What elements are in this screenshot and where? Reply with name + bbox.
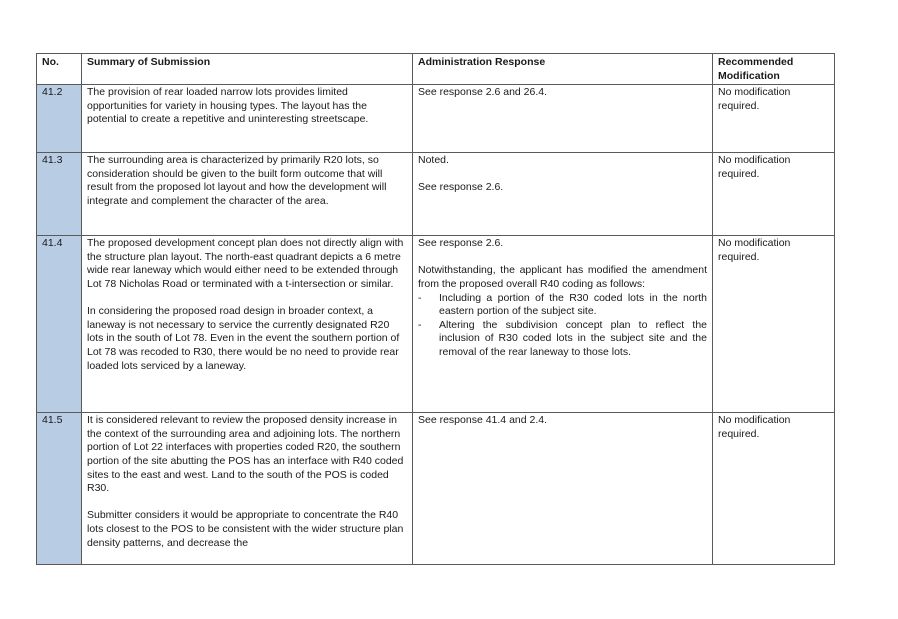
submissions-table <box>36 53 835 565</box>
administration-response <box>413 413 713 565</box>
submission-number: 41.2 <box>37 85 82 153</box>
submission-summary <box>82 153 413 236</box>
recommended-modification: No modification required. <box>713 413 835 565</box>
dash-bullet: - <box>418 291 422 304</box>
table-row <box>37 236 835 413</box>
response-paragraph: See response 2.6. <box>418 181 504 194</box>
response-paragraph: See response 41.4 and 2.4. <box>418 414 548 427</box>
summary-paragraph: In considering the proposed road design in broader context, a laneway is not necessary to service the currently designated R20 lots in the south of Lot 78. Even in the event the southern portion of Lot 78 was recoded to R30, there would be no need to provide rear loaded lots serviced by a laneway. <box>87 305 400 372</box>
bullet-text: Altering the subdivision concept plan to reflect the inclusion of R30 coded lots in the subject site and the removal of the rear laneway to those lots. <box>439 318 707 358</box>
summary-paragraph: The proposed development concept plan does not directly align with the structure plan layout. The north-east quadrant depicts a 6 metre wide rear laneway which would either need to be extended through Lot 78 Nicholas Road or terminated with a t-intersection or similar. <box>87 237 404 290</box>
response-paragraph: Notwithstanding, the applicant has modified the amendment from the proposed overall R40 coding as follows: <box>418 264 707 290</box>
response-paragraph: See response 2.6 and 26.4. <box>418 86 548 99</box>
recommended-modification: No modification required. <box>713 153 835 236</box>
submission-summary <box>82 85 413 153</box>
table-row <box>37 413 835 565</box>
list-item <box>418 292 707 319</box>
summary-paragraph: The surrounding area is characterized by primarily R20 lots, so consideration should be given to the built form outcome that will result from the proposed lot layout and how the development will integrate and complement the character of the area. <box>87 154 387 207</box>
bullet-text: Including a portion of the R30 coded lots in the north eastern portion of the subject site. <box>439 291 707 318</box>
list-item <box>418 319 707 360</box>
response-paragraph: Noted. <box>418 154 449 167</box>
dash-bullet: - <box>418 318 422 331</box>
recommended-modification: No modification required. <box>713 236 835 413</box>
header-response: Administration Response <box>413 54 713 85</box>
administration-response <box>413 85 713 153</box>
header-row <box>37 54 835 85</box>
submission-summary <box>82 236 413 413</box>
submission-number: 41.5 <box>37 413 82 565</box>
submission-number: 41.3 <box>37 153 82 236</box>
summary-paragraph: It is considered relevant to review the proposed density increase in the context of the surrounding area and adjoining lots. The northern portion of Lot 22 interfaces with properties coded R20, the southern portion of the site abutting the POS has an interface with R40 coded sites to the east and west. Land to the south of the POS is coded R30. <box>87 414 404 495</box>
header-summary: Summary of Submission <box>82 54 413 85</box>
recommended-modification: No modification required. <box>713 85 835 153</box>
administration-response <box>413 236 713 413</box>
submission-number: 41.4 <box>37 236 82 413</box>
response-bullet-list <box>418 292 707 360</box>
response-paragraph: See response 2.6. <box>418 237 504 250</box>
submission-summary <box>82 413 413 565</box>
summary-paragraph: Submitter considers it would be appropriate to concentrate the R40 lots closest to the POS to be consistent with the wider structure plan density patterns, and decrease the <box>87 509 404 549</box>
table-row <box>37 85 835 153</box>
summary-paragraph: The provision of rear loaded narrow lots provides limited opportunities for variety in housing types. The layout has the potential to create a repetitive and uninteresting streetscape. <box>87 86 369 126</box>
table-row <box>37 153 835 236</box>
header-no: No. <box>37 54 82 85</box>
header-modification: Recommended Modification <box>713 54 835 85</box>
administration-response <box>413 153 713 236</box>
